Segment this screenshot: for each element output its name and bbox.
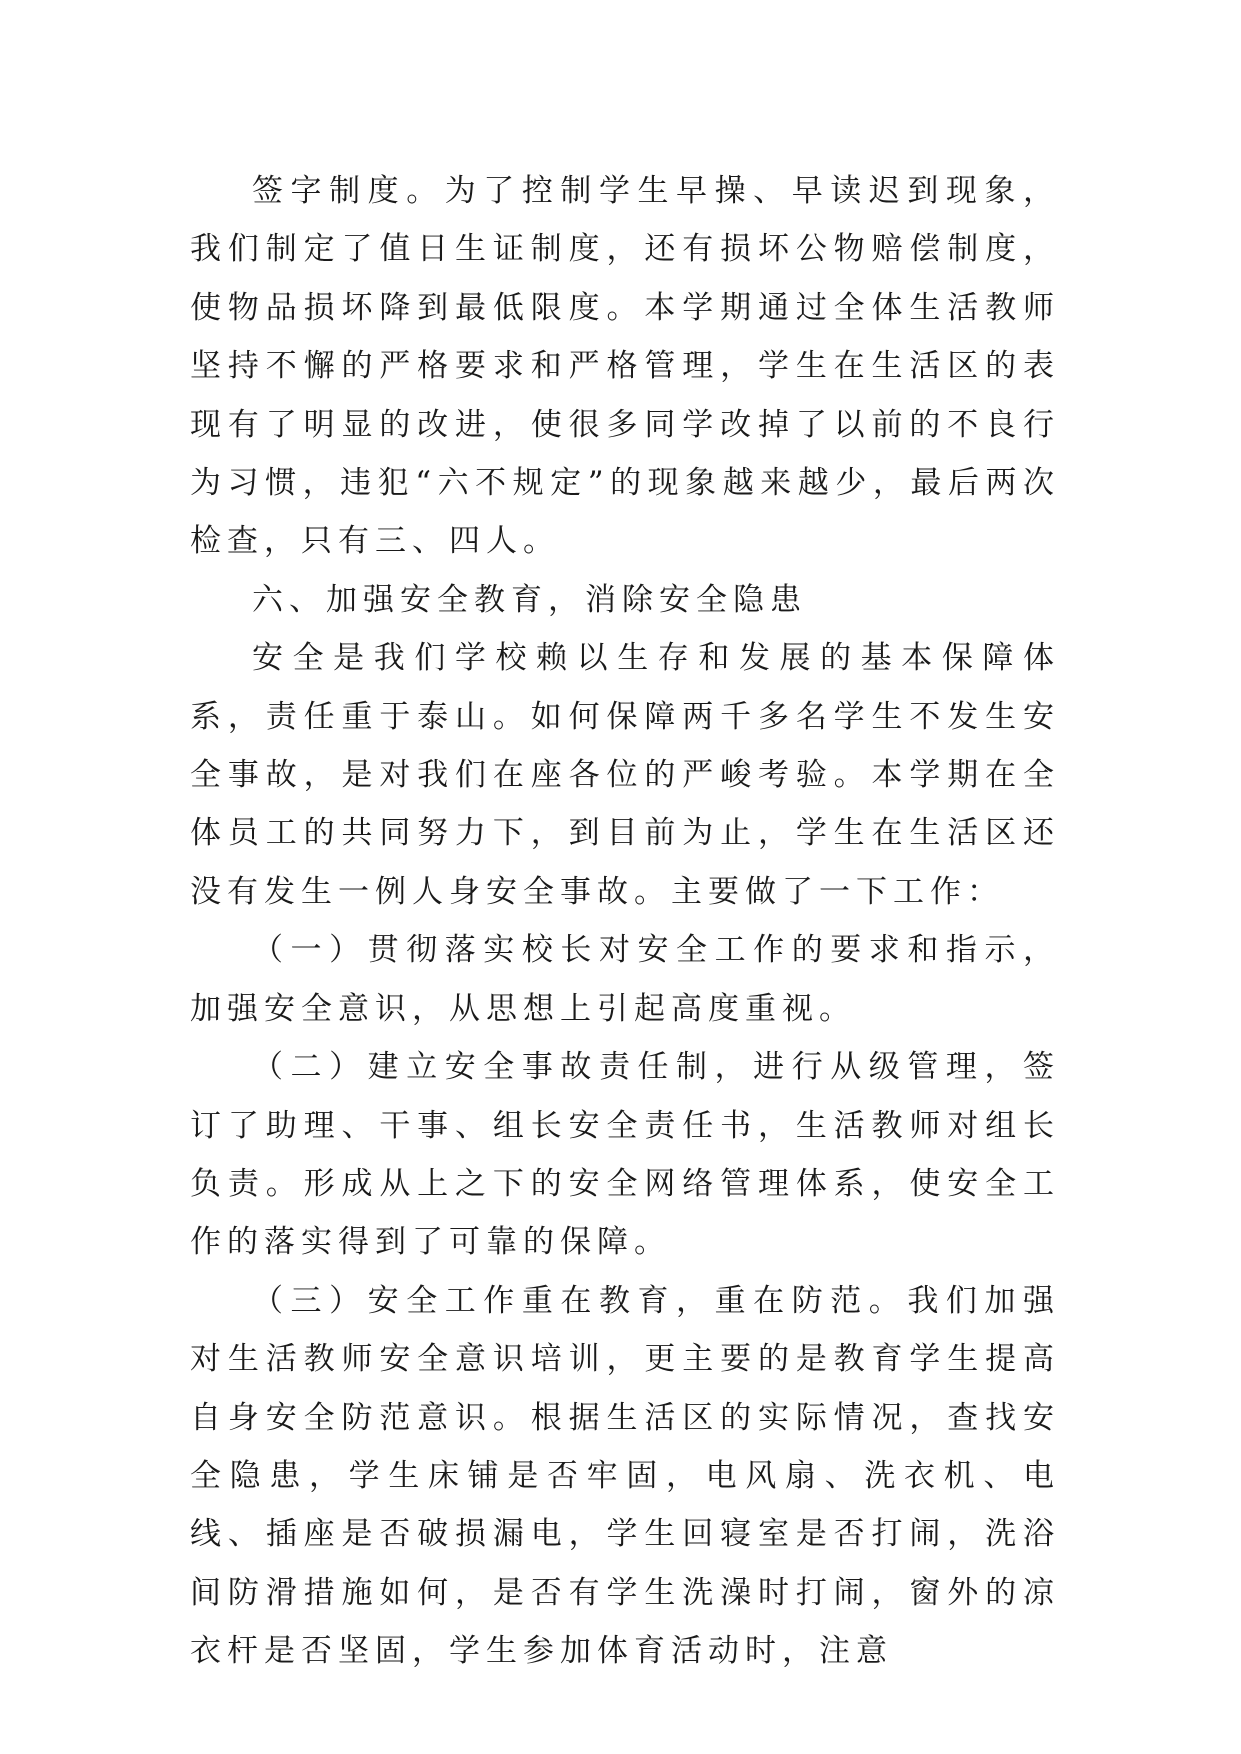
paragraph-item-two: （二）建立安全事故责任制，进行从级管理，签订了助理、干事、组长安全责任书，生活教师对组长负责。形成从上之下的安全网络管理体系，使安全工作的落实得到了可靠的保障。 (190, 1049, 1060, 1261)
paragraph-sign-in-system: 签字制度。为了控制学生早操、早读迟到现象，我们制定了值日生证制度，还有损坏公物赔偿制度，使物品损坏降到最低限度。本学期通过全体生活教师坚持不懈的严格要求和严格管理，学生在生活区的表现有了明显的改进，使很多同学改掉了以前的不良行为习惯，违犯“六不规定”的现象越来越少，最后两次检查，只有三、四人。 (190, 173, 1060, 560)
document-body (190, 162, 1060, 1681)
paragraph-item-one: （一）贯彻落实校长对安全工作的要求和指示，加强安全意识，从思想上引起高度重视。 (190, 932, 1060, 1027)
section-heading-safety-education: 六、加强安全教育，消除安全隐患 (252, 581, 807, 618)
paragraph-item-three: （三）安全工作重在教育，重在防范。我们加强对生活教师安全意识培训，更主要的是教育学生提高自身安全防范意识。根据生活区的实际情况，查找安全隐患，学生床铺是否牢固，电风扇、洗衣机、电线、插座是否破损漏电，学生回寝室是否打闹，洗浴间防滑措施如何，是否有学生洗澡时打闹，窗外的凉衣杆是否坚固，学生参加体育活动时，注意 (190, 1282, 1060, 1670)
paragraph-safety-intro: 安全是我们学校赖以生存和发展的基本保障体系，责任重于泰山。如何保障两千多名学生不发生安全事故，是对我们在座各位的严峻考验。本学期在全体员工的共同努力下，到目前为止，学生在生活区还没有发生一例人身安全事故。主要做了一下工作： (190, 640, 1060, 910)
